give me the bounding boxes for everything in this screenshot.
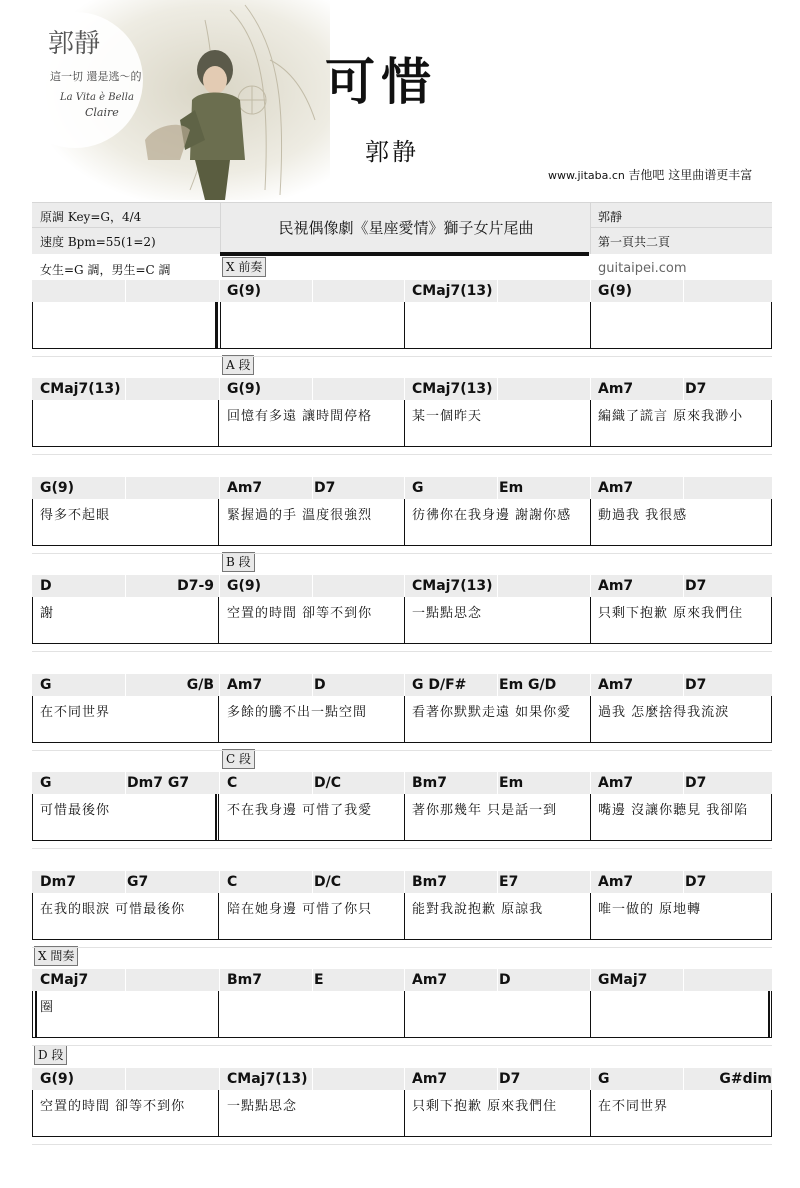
bar-line (218, 991, 219, 1038)
chord-symbol: Am7 (598, 578, 634, 594)
beat-divider (312, 477, 313, 499)
beat-divider (312, 280, 313, 302)
section-label-interlude: X 間奏 (34, 946, 78, 966)
bar-line (404, 597, 405, 644)
subtitle-underline (220, 252, 589, 256)
beat-divider (312, 969, 313, 991)
beat-divider (497, 280, 498, 302)
watermark: guitaipei.com (598, 261, 687, 276)
lyric-text: 在我的眼淚 可惜最後你 (40, 902, 186, 917)
chord-symbol: D7 (685, 381, 707, 397)
lyric-text: 過我 怎麼捨得我流淚 (598, 705, 730, 720)
section-label-c: C 段 (222, 749, 255, 769)
bar-line (404, 499, 405, 546)
measure-divider (404, 871, 405, 893)
beat-divider (683, 871, 684, 893)
lyric-row (32, 400, 772, 447)
chord-symbol: CMaj7(13) (412, 283, 493, 299)
measure-divider (219, 280, 220, 302)
lyric-text: 編織了謊言 原來我渺小 (598, 409, 744, 424)
bar-line (218, 499, 219, 546)
bar-line (32, 499, 33, 546)
info-artist: 郭靜 (598, 210, 623, 224)
section-label-d: D 段 (34, 1045, 67, 1065)
chord-symbol: D (314, 677, 326, 693)
row-gap-line (32, 356, 772, 357)
chord-symbol: G#dim (719, 1071, 772, 1087)
chord-symbol: E7 (499, 874, 519, 890)
beat-divider (683, 1068, 684, 1090)
measure-divider (590, 871, 591, 893)
chord-symbol: D/C (314, 775, 342, 791)
chord-symbol: D (40, 578, 52, 594)
lyric-text: 多餘的騰不出一點空間 (227, 705, 368, 720)
bar-line (404, 794, 405, 841)
bar-line (404, 991, 405, 1038)
bar-line (404, 696, 405, 743)
bar-line (771, 597, 772, 644)
artwork-handwriting-2: La Vita è Bella (60, 92, 134, 103)
bar-line (590, 696, 591, 743)
chord-symbol: Am7 (598, 480, 634, 496)
bar-line (215, 302, 218, 349)
bar-line (218, 1090, 219, 1137)
bar-line (218, 597, 219, 644)
lyric-text: 一點點思念 (412, 606, 483, 621)
lyric-text: 回憶有多遠 讓時間停格 (227, 409, 373, 424)
lyric-text: 某一個昨天 (412, 409, 483, 424)
page-indicator: 第一頁共二頁 (598, 235, 671, 249)
lyric-row (32, 302, 772, 349)
chord-symbol: Am7 (598, 677, 634, 693)
lyric-text: 看著你默默走遠 如果你愛 (412, 705, 572, 720)
measure-divider (590, 969, 591, 991)
bar-line (590, 1090, 591, 1137)
row-gap-line (32, 651, 772, 652)
chord-symbol: Am7 (227, 677, 263, 693)
song-title: 可惜 (325, 52, 437, 111)
staff-baseline (32, 939, 772, 940)
chord-symbol: G (40, 677, 52, 693)
bar-line (218, 893, 219, 940)
chord-symbol: Bm7 (412, 874, 447, 890)
staff-baseline (32, 742, 772, 743)
bar-line (218, 696, 219, 743)
lyric-row (32, 1090, 772, 1137)
lyric-text: 謝 (40, 606, 55, 621)
beat-divider (683, 969, 684, 991)
chord-symbol: D7 (685, 775, 707, 791)
lyric-row (32, 597, 772, 644)
measure-divider (404, 674, 405, 696)
measure-divider (404, 280, 405, 302)
chord-symbol: Am7 (227, 480, 263, 496)
chord-row (32, 969, 772, 991)
bar-line (32, 893, 33, 940)
bar-line (771, 1090, 772, 1137)
chord-symbol: C (227, 775, 238, 791)
lyric-row (32, 991, 772, 1038)
bar-line (590, 893, 591, 940)
measure-divider (219, 674, 220, 696)
measure-divider (219, 772, 220, 794)
chord-symbol: Am7 (598, 381, 634, 397)
measure-divider (404, 477, 405, 499)
lyric-text: 能對我說抱歉 原諒我 (412, 902, 544, 917)
row-gap-line (32, 848, 772, 849)
lyric-text: 唯一做的 原地轉 (598, 902, 702, 917)
measure-divider (219, 477, 220, 499)
chord-symbol: Am7 (598, 874, 634, 890)
chord-symbol: D7 (685, 578, 707, 594)
row-gap-line (32, 553, 772, 554)
beat-divider (497, 575, 498, 597)
lyric-text: 空置的時間 卻等不到你 (40, 1099, 186, 1114)
chord-symbol: Em (499, 480, 524, 496)
gender-key-note: 女生=G 調，男生=C 調 (40, 263, 171, 277)
lyric-row (32, 696, 772, 743)
chord-symbol: CMaj7(13) (412, 578, 493, 594)
beat-divider (312, 575, 313, 597)
lyric-text: 陪在她身邊 可惜了你只 (227, 902, 373, 917)
key-signature: 原調 Key=G，4/4 (40, 210, 142, 224)
bar-line (590, 597, 591, 644)
lyric-text: 不在我身邊 可惜了我愛 (227, 803, 373, 818)
chord-symbol: Dm7 (40, 874, 76, 890)
beat-divider (312, 378, 313, 400)
chord-symbol: D7-9 (177, 578, 214, 594)
chord-symbol: D7 (499, 1071, 521, 1087)
staff-baseline (32, 348, 772, 349)
row-gap-line (32, 947, 772, 948)
bar-line (771, 499, 772, 546)
lyric-text: 動過我 我很感 (598, 508, 688, 523)
bar-line (218, 400, 219, 447)
beat-divider (497, 772, 498, 794)
bar-line (32, 991, 33, 1038)
row-gap-line (32, 1144, 772, 1145)
beat-divider (683, 378, 684, 400)
beat-divider (125, 969, 126, 991)
beat-divider (125, 575, 126, 597)
chord-symbol: G(9) (227, 381, 262, 397)
bar-line (771, 991, 772, 1038)
chord-symbol: Bm7 (227, 972, 262, 988)
chord-symbol: D (499, 972, 511, 988)
chord-symbol: Dm7 G7 (127, 775, 190, 791)
chord-row (32, 378, 772, 400)
bar-line (404, 1090, 405, 1137)
bar-line (590, 499, 591, 546)
chord-symbol: G (598, 1071, 610, 1087)
chord-symbol: Em G/D (499, 677, 557, 693)
measure-divider (219, 378, 220, 400)
beat-divider (312, 674, 313, 696)
bar-line (32, 597, 33, 644)
lyric-text: 一點點思念 (227, 1099, 298, 1114)
lyric-row (32, 794, 772, 841)
chord-symbol: G(9) (227, 578, 262, 594)
lyric-text: 圈 (40, 1000, 55, 1015)
bar-line (404, 893, 405, 940)
beat-divider (312, 772, 313, 794)
lyric-text: 彷彿你在我身邊 謝謝你感 (412, 508, 572, 523)
chord-symbol: CMaj7(13) (412, 381, 493, 397)
lyric-row (32, 499, 772, 546)
site-url[interactable]: www.jitaba.cn (548, 169, 625, 182)
row-gap-line (32, 750, 772, 751)
chord-symbol: Em (499, 775, 524, 791)
lyric-text: 著你那幾年 只是話一到 (412, 803, 558, 818)
chord-symbol: CMaj7(13) (40, 381, 121, 397)
bar-line (771, 400, 772, 447)
bar-line (404, 302, 405, 349)
staff-baseline (32, 643, 772, 644)
chord-symbol: GMaj7 (598, 972, 648, 988)
section-label-intro: X 前奏 (222, 257, 266, 277)
chord-symbol: E (314, 972, 324, 988)
beat-divider (125, 1068, 126, 1090)
measure-divider (590, 1068, 591, 1090)
chord-symbol: G(9) (598, 283, 633, 299)
beat-divider (125, 477, 126, 499)
artwork-handwriting-3: Claire (85, 106, 119, 119)
bar-line (32, 696, 33, 743)
bar-line (32, 794, 33, 841)
site-credit (548, 166, 752, 183)
measure-divider (590, 378, 591, 400)
bar-line (32, 302, 33, 349)
section-label-a: A 段 (222, 355, 254, 375)
beat-divider (497, 1068, 498, 1090)
bar-line (590, 302, 591, 349)
section-label-b: B 段 (222, 552, 255, 572)
staff-baseline (32, 446, 772, 447)
chord-symbol: D7 (685, 874, 707, 890)
staff-baseline (32, 545, 772, 546)
beat-divider (312, 871, 313, 893)
info-vline-1 (220, 202, 221, 254)
song-subtitle: 民視偶像劇《星座愛情》獅子女片尾曲 (278, 218, 534, 237)
row-gap-line (32, 1045, 772, 1046)
beat-divider (497, 969, 498, 991)
beat-divider (683, 477, 684, 499)
bar-line (771, 794, 772, 841)
chord-symbol: Am7 (598, 775, 634, 791)
chord-symbol: C (227, 874, 238, 890)
beat-divider (312, 1068, 313, 1090)
bar-line (771, 696, 772, 743)
chord-symbol: D/C (314, 874, 342, 890)
bar-line (218, 794, 219, 841)
staff-baseline (32, 1037, 772, 1038)
lyric-text: 嘴邊 沒讓你聽見 我卻陷 (598, 803, 749, 818)
measure-divider (404, 969, 405, 991)
measure-divider (590, 674, 591, 696)
measure-divider (404, 575, 405, 597)
bar-line (220, 302, 221, 349)
artist-artwork (30, 0, 330, 200)
measure-divider (219, 969, 220, 991)
measure-divider (590, 477, 591, 499)
chord-symbol: G(9) (40, 480, 75, 496)
info-vline-2 (590, 202, 591, 254)
measure-divider (590, 772, 591, 794)
chord-row (32, 772, 772, 794)
site-slogan: 吉他吧 这里曲谱更丰富 (628, 168, 753, 182)
measure-divider (404, 1068, 405, 1090)
chord-symbol: G(9) (227, 283, 262, 299)
beat-divider (683, 772, 684, 794)
bar-line (404, 400, 405, 447)
chord-row (32, 280, 772, 302)
lyric-text: 空置的時間 卻等不到你 (227, 606, 373, 621)
chord-row (32, 575, 772, 597)
lyric-text: 緊握過的手 溫度很強烈 (227, 508, 373, 523)
measure-divider (219, 871, 220, 893)
tempo: 速度 Bpm=55(1=2) (40, 235, 156, 249)
chord-row (32, 1068, 772, 1090)
chord-symbol: G/B (186, 677, 214, 693)
artwork-handwriting-1: 這一切 還是逃～的 (50, 70, 142, 83)
beat-divider (125, 772, 126, 794)
chord-symbol: G (40, 775, 52, 791)
lyric-text: 可惜最後你 (40, 803, 111, 818)
beat-divider (125, 280, 126, 302)
chord-symbol: CMaj7 (40, 972, 89, 988)
chord-symbol: Bm7 (412, 775, 447, 791)
row-gap-line (32, 454, 772, 455)
bar-line (32, 400, 33, 447)
chord-symbol: D7 (314, 480, 336, 496)
measure-divider (219, 575, 220, 597)
bar-line (768, 991, 770, 1038)
chord-symbol: D7 (685, 677, 707, 693)
chord-symbol: CMaj7(13) (227, 1071, 308, 1087)
lyric-row (32, 893, 772, 940)
beat-divider (497, 871, 498, 893)
song-artist: 郭静 (365, 138, 419, 166)
measure-divider (219, 1068, 220, 1090)
chord-symbol: G (412, 480, 424, 496)
bar-line (590, 794, 591, 841)
bar-line (215, 794, 217, 841)
info-divider-left (32, 227, 220, 228)
measure-divider (590, 575, 591, 597)
chord-symbol: Am7 (412, 972, 448, 988)
info-divider-right (590, 227, 772, 228)
staff-baseline (32, 1136, 772, 1137)
measure-divider (590, 280, 591, 302)
bar-line (771, 893, 772, 940)
beat-divider (497, 674, 498, 696)
beat-divider (683, 280, 684, 302)
beat-divider (125, 674, 126, 696)
chord-symbol: G D/F# (412, 677, 467, 693)
bar-line (771, 302, 772, 349)
beat-divider (683, 575, 684, 597)
lyric-text: 只剩下抱歉 原來我們住 (598, 606, 744, 621)
bar-line (35, 991, 37, 1038)
chord-symbol: Am7 (412, 1071, 448, 1087)
beat-divider (497, 378, 498, 400)
artist-signature: 郭靜 (48, 29, 101, 59)
bar-line (32, 1090, 33, 1137)
chord-row (32, 477, 772, 499)
bar-line (590, 991, 591, 1038)
chord-symbol: G(9) (40, 1071, 75, 1087)
beat-divider (497, 477, 498, 499)
lyric-text: 在不同世界 (40, 705, 111, 720)
chord-row (32, 871, 772, 893)
chord-symbol: G7 (127, 874, 149, 890)
measure-divider (404, 378, 405, 400)
measure-divider (404, 772, 405, 794)
lyric-text: 得多不起眼 (40, 508, 111, 523)
beat-divider (125, 378, 126, 400)
chord-row (32, 674, 772, 696)
lyric-text: 在不同世界 (598, 1099, 669, 1114)
staff-baseline (32, 840, 772, 841)
lyric-text: 只剩下抱歉 原來我們住 (412, 1099, 558, 1114)
beat-divider (683, 674, 684, 696)
bar-line (590, 400, 591, 447)
beat-divider (125, 871, 126, 893)
